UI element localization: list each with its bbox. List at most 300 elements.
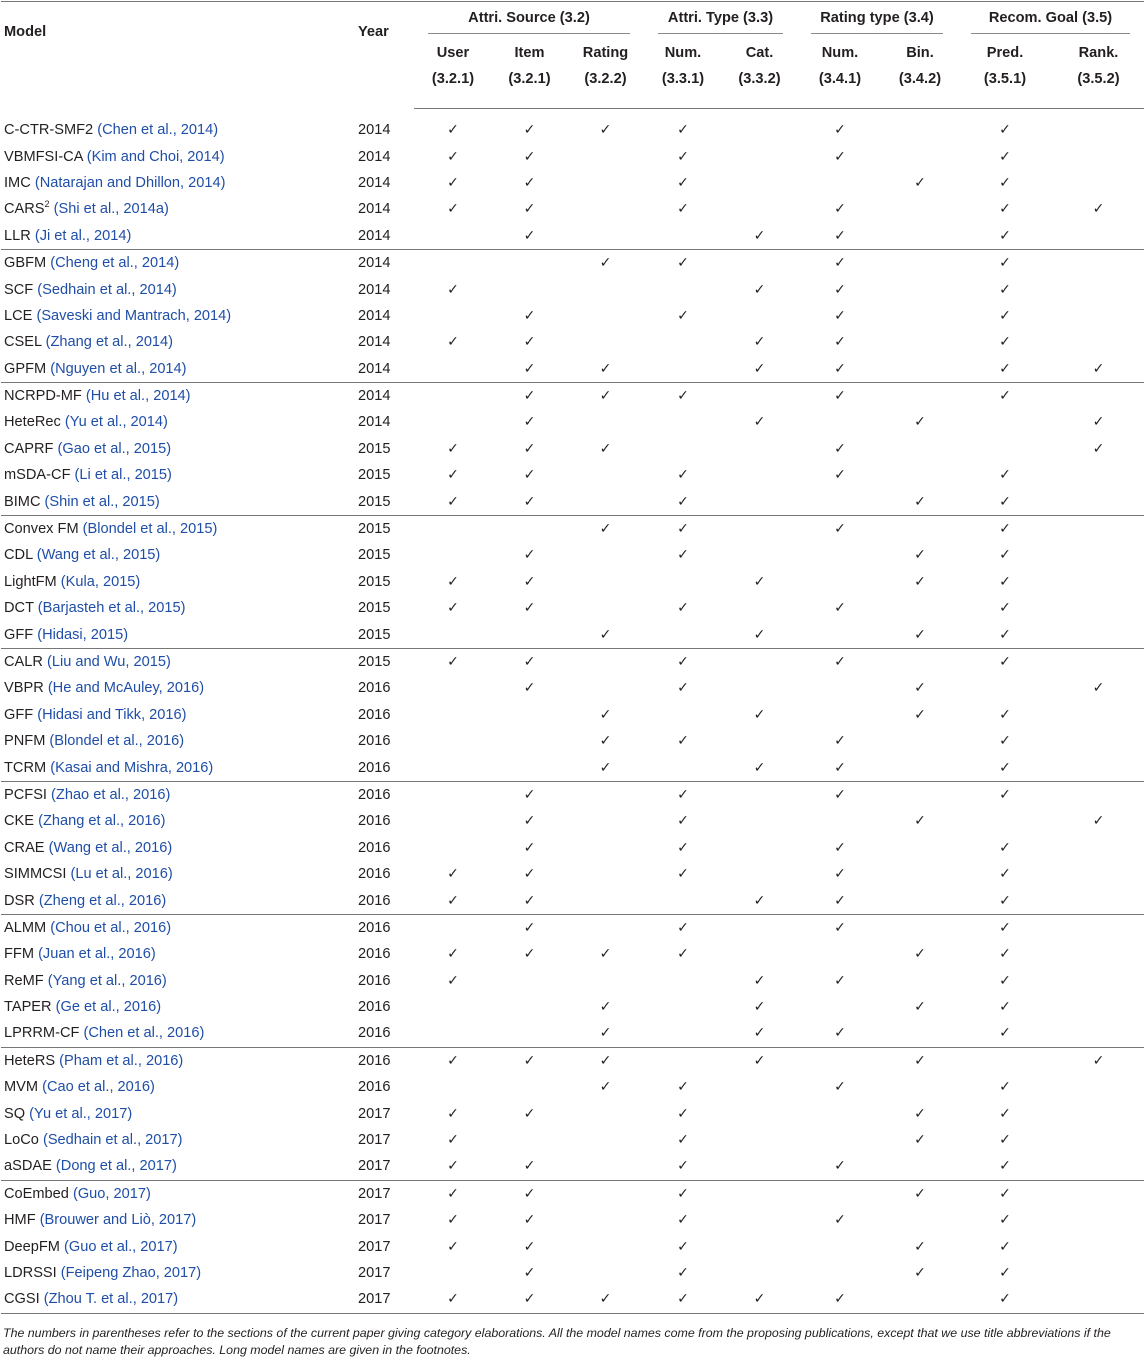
subheader-cell — [492, 34, 567, 109]
model-name: CDL — [4, 547, 33, 564]
empty-cell — [1053, 994, 1144, 1020]
empty-cell — [722, 436, 797, 462]
citation-link[interactable]: (Blondel et al., 2016) — [49, 733, 185, 750]
table-row — [1, 1153, 1144, 1180]
empty-cell — [1053, 754, 1144, 781]
check-icon: ✓ — [753, 626, 766, 643]
check-icon: ✓ — [753, 999, 766, 1016]
table-row — [1, 728, 1144, 754]
citation-link[interactable]: (Chen et al., 2014) — [97, 121, 219, 138]
table-row — [1, 488, 1144, 515]
check-icon: ✓ — [999, 866, 1011, 883]
group-header-attri-type — [644, 2, 797, 35]
year-cell: 2014 — [358, 414, 391, 431]
model-name: ALMM — [4, 919, 47, 936]
empty-cell — [1053, 1153, 1144, 1180]
subheader-cell — [797, 34, 883, 109]
year-cell: 2016 — [358, 680, 391, 697]
check-icon: ✓ — [999, 1264, 1011, 1281]
subheader-cell — [567, 34, 644, 109]
subheader-section: (3.3.2) — [738, 71, 781, 87]
check-icon: ✓ — [414, 1047, 492, 1074]
subheader-cell — [1053, 34, 1144, 109]
year-cell: 2016 — [358, 972, 391, 989]
empty-cell — [722, 648, 797, 675]
check-icon: ✓ — [999, 547, 1011, 564]
citation-link[interactable]: (Kim and Choi, 2014) — [86, 148, 225, 165]
check-icon: ✓ — [414, 648, 492, 675]
check-icon: ✓ — [599, 946, 612, 963]
check-icon: ✓ — [753, 972, 766, 989]
check-icon: ✓ — [677, 1105, 689, 1122]
check-icon: ✓ — [753, 1025, 766, 1042]
year-cell: 2016 — [358, 1079, 391, 1096]
citation-link[interactable]: (Kasai and Mishra, 2016) — [50, 759, 214, 776]
model-name: DeepFM — [4, 1238, 60, 1255]
empty-cell — [883, 648, 957, 675]
check-icon: ✓ — [644, 382, 722, 409]
table-row — [1, 1020, 1144, 1047]
empty-cell — [722, 109, 797, 144]
citation-link[interactable]: (Liu and Wu, 2015) — [47, 654, 171, 670]
empty-cell — [492, 249, 567, 276]
empty-cell — [1053, 569, 1144, 595]
empty-cell — [414, 702, 492, 728]
empty-cell — [1053, 861, 1144, 887]
model-cell — [1, 1233, 346, 1259]
model-name: CGSI — [4, 1291, 40, 1308]
check-icon: ✓ — [414, 1180, 492, 1207]
year-cell: 2014 — [346, 249, 414, 276]
table-row — [1, 621, 1144, 648]
check-icon: ✓ — [447, 334, 459, 351]
empty-cell — [883, 835, 957, 861]
empty-cell — [722, 515, 797, 542]
group-header-rating-type — [797, 2, 957, 35]
empty-cell — [567, 808, 644, 834]
year-cell: 2015 — [358, 547, 391, 564]
model-name: PNFM — [4, 733, 46, 750]
citation-link[interactable]: (Chen et al., 2016) — [83, 1025, 205, 1042]
citation-link[interactable]: (Li et al., 2015) — [74, 467, 172, 484]
check-icon: ✓ — [677, 733, 689, 750]
empty-cell — [567, 887, 644, 914]
empty-cell — [722, 941, 797, 967]
check-icon: ✓ — [523, 946, 536, 963]
check-icon: ✓ — [753, 573, 766, 590]
empty-cell — [883, 436, 957, 462]
check-icon: ✓ — [447, 493, 459, 510]
check-icon: ✓ — [677, 813, 689, 830]
citation-link[interactable]: (Yang et al., 2016) — [47, 972, 167, 989]
empty-cell — [722, 1207, 797, 1233]
empty-cell — [1053, 143, 1144, 169]
check-icon: ✓ — [447, 1212, 459, 1229]
check-icon: ✓ — [834, 307, 846, 324]
comparison-table — [1, 1, 1144, 1314]
empty-cell — [722, 249, 797, 276]
citation-link[interactable]: (Zhang et al., 2016) — [38, 813, 166, 830]
citation-link[interactable]: (Gao et al., 2015) — [57, 440, 172, 457]
citation-link[interactable]: (Zheng et al., 2016) — [38, 892, 167, 909]
year-cell: 2017 — [358, 1105, 391, 1122]
table-row — [1, 702, 1144, 728]
citation-link[interactable]: (Hidasi and Tikk, 2016) — [37, 706, 187, 723]
empty-cell — [797, 1260, 883, 1286]
empty-cell — [492, 702, 567, 728]
model-cell — [1, 941, 346, 967]
check-icon: ✓ — [677, 1132, 689, 1149]
table-row — [1, 515, 1144, 542]
model-name: ReMF — [4, 972, 44, 989]
model-name: VBMFSI-CA — [4, 148, 83, 165]
empty-cell — [492, 728, 567, 754]
year-cell: 2017 — [346, 1180, 414, 1207]
group-label: Attri. Type (3.3) — [667, 10, 774, 26]
subheader-section: (3.4.2) — [898, 71, 942, 87]
check-icon: ✓ — [1092, 201, 1105, 218]
check-icon: ✓ — [797, 382, 883, 409]
citation-link[interactable]: (Yu et al., 2017) — [29, 1105, 133, 1122]
table-row — [1, 1100, 1144, 1126]
table-row — [1, 754, 1144, 781]
model-name: TAPER — [4, 999, 52, 1016]
empty-cell — [883, 329, 957, 355]
model-name: DCT — [4, 600, 34, 617]
empty-cell — [1053, 1020, 1144, 1047]
model-cell — [1, 143, 346, 169]
empty-cell — [644, 409, 722, 435]
citation-link[interactable]: (Guo, 2017) — [72, 1185, 151, 1202]
check-icon: ✓ — [914, 1238, 926, 1255]
footnote-marker: 2 — [44, 199, 50, 210]
year-cell: 2016 — [358, 706, 391, 723]
empty-cell — [567, 781, 644, 808]
check-icon: ✓ — [834, 839, 846, 856]
empty-cell — [644, 1020, 722, 1047]
check-icon: ✓ — [999, 972, 1011, 989]
citation-link[interactable]: (Pham et al., 2016) — [59, 1052, 184, 1069]
empty-cell — [414, 914, 492, 941]
citation-link[interactable]: (Shi et al., 2014a) — [53, 201, 169, 218]
empty-cell — [1053, 1286, 1144, 1313]
empty-cell — [797, 569, 883, 595]
check-icon: ✓ — [914, 946, 926, 963]
model-name: LDRSSI — [4, 1264, 57, 1281]
citation-link[interactable]: (Cheng et al., 2014) — [50, 255, 180, 272]
empty-cell — [883, 754, 957, 781]
citation-link[interactable]: (Zhou T. et al., 2017) — [43, 1291, 179, 1308]
empty-cell — [644, 968, 722, 994]
check-icon: ✓ — [599, 706, 612, 723]
check-icon: ✓ — [914, 414, 926, 431]
empty-cell — [414, 808, 492, 834]
check-icon: ✓ — [753, 360, 766, 377]
year-cell: 2014 — [346, 382, 414, 409]
empty-cell — [722, 595, 797, 621]
empty-cell — [644, 754, 722, 781]
citation-link[interactable]: (He and McAuley, 2016) — [47, 680, 205, 697]
empty-cell — [644, 1047, 722, 1074]
empty-cell — [883, 968, 957, 994]
model-name: HeteRS — [4, 1052, 56, 1069]
citation-link[interactable]: (Hu et al., 2014) — [85, 388, 191, 405]
table-row — [1, 276, 1144, 302]
citation-link[interactable]: (Nguyen et al., 2014) — [50, 360, 187, 377]
empty-cell — [883, 914, 957, 941]
empty-cell — [957, 1047, 1053, 1074]
model-name: GPFM — [4, 360, 47, 377]
check-icon: ✓ — [644, 648, 722, 675]
model-name: GFF — [4, 706, 34, 723]
model-cell — [1, 595, 346, 621]
check-icon: ✓ — [523, 839, 536, 856]
model-cell — [1, 754, 346, 781]
check-icon: ✓ — [677, 1264, 689, 1281]
citation-link[interactable]: (Lu et al., 2016) — [70, 866, 173, 883]
citation-link[interactable]: (Natarajan and Dhillon, 2014) — [34, 174, 226, 191]
check-icon: ✓ — [567, 249, 644, 276]
empty-cell — [414, 249, 492, 276]
check-icon: ✓ — [957, 914, 1053, 941]
check-icon: ✓ — [677, 1238, 689, 1255]
check-icon: ✓ — [523, 573, 536, 590]
citation-link[interactable]: (Sedhain et al., 2017) — [42, 1132, 183, 1149]
check-icon: ✓ — [447, 1105, 459, 1122]
empty-cell — [883, 861, 957, 887]
model-cell — [1, 728, 346, 754]
empty-cell — [883, 143, 957, 169]
table-row — [1, 595, 1144, 621]
model-cell — [1, 1260, 346, 1286]
year-cell: 2016 — [346, 914, 414, 941]
check-icon: ✓ — [447, 122, 459, 139]
empty-cell — [567, 648, 644, 675]
year-cell: 2016 — [358, 999, 391, 1016]
empty-cell — [797, 1100, 883, 1126]
citation-link[interactable]: (Zhang et al., 2014) — [45, 334, 174, 351]
check-icon: ✓ — [1092, 680, 1105, 697]
model-cell — [1, 1047, 346, 1074]
empty-cell — [797, 488, 883, 515]
empty-cell — [1053, 303, 1144, 329]
empty-cell — [722, 728, 797, 754]
table-row — [1, 223, 1144, 250]
check-icon: ✓ — [677, 547, 689, 564]
model-name: LPRRM-CF — [4, 1025, 80, 1042]
table-row — [1, 196, 1144, 222]
model-name: HeteRec — [4, 414, 61, 431]
empty-cell — [644, 702, 722, 728]
check-icon: ✓ — [834, 201, 846, 218]
check-icon: ✓ — [834, 360, 846, 377]
empty-cell — [414, 409, 492, 435]
subheader-section: (3.4.1) — [818, 71, 862, 87]
citation-link[interactable]: (Juan et al., 2016) — [38, 946, 156, 963]
table-row — [1, 436, 1144, 462]
table-row — [1, 968, 1144, 994]
year-cell: 2014 — [358, 360, 391, 377]
empty-cell — [1053, 648, 1144, 675]
empty-cell — [414, 754, 492, 781]
table-row — [1, 569, 1144, 595]
check-icon: ✓ — [523, 866, 536, 883]
empty-cell — [883, 223, 957, 250]
empty-cell — [797, 170, 883, 196]
empty-cell — [1053, 1207, 1144, 1233]
year-cell: 2016 — [358, 946, 391, 963]
citation-link[interactable]: (Hidasi, 2015) — [37, 626, 129, 643]
empty-cell — [722, 462, 797, 488]
citation-link[interactable]: (Ge et al., 2016) — [55, 999, 162, 1016]
empty-cell — [492, 621, 567, 648]
empty-cell — [1053, 914, 1144, 941]
year-cell: 2016 — [358, 866, 391, 883]
citation-link[interactable]: (Barjasteh et al., 2015) — [37, 600, 186, 617]
empty-cell — [567, 488, 644, 515]
citation-link[interactable]: (Ji et al., 2014) — [34, 227, 132, 244]
empty-cell — [567, 1260, 644, 1286]
empty-cell — [797, 542, 883, 568]
check-icon: ✓ — [834, 866, 846, 883]
model-name: CoEmbed — [4, 1185, 69, 1202]
check-icon: ✓ — [447, 281, 459, 298]
empty-cell — [567, 675, 644, 701]
table-row — [1, 109, 1144, 144]
citation-link[interactable]: (Chou et al., 2016) — [50, 919, 172, 936]
subheader-cell — [883, 34, 957, 109]
empty-cell — [567, 595, 644, 621]
empty-cell — [957, 808, 1053, 834]
group-label: Rating type (3.4) — [820, 10, 934, 26]
citation-link[interactable]: (Zhao et al., 2016) — [51, 786, 171, 803]
subheader-section: (3.2.2) — [584, 71, 627, 87]
empty-cell — [567, 968, 644, 994]
check-icon: ✓ — [447, 866, 459, 883]
table-row — [1, 356, 1144, 383]
subheader-section: (3.5.1) — [983, 71, 1027, 87]
model-cell — [1, 861, 346, 887]
year-cell: 2017 — [358, 1132, 391, 1149]
check-icon: ✓ — [447, 573, 459, 590]
citation-link[interactable]: (Yu et al., 2014) — [64, 414, 168, 431]
check-icon: ✓ — [523, 600, 536, 617]
check-icon: ✓ — [999, 1025, 1011, 1042]
citation-link[interactable]: (Shin et al., 2015) — [44, 493, 160, 510]
check-icon: ✓ — [957, 1286, 1053, 1313]
empty-cell — [1053, 249, 1144, 276]
empty-cell — [722, 1074, 797, 1100]
table-row — [1, 941, 1144, 967]
citation-link[interactable]: (Feipeng Zhao, 2017) — [60, 1264, 202, 1281]
check-icon: ✓ — [957, 515, 1053, 542]
table-row — [1, 1286, 1144, 1313]
citation-link[interactable]: (Guo et al., 2017) — [64, 1238, 178, 1255]
year-cell: 2015 — [346, 648, 414, 675]
check-icon: ✓ — [834, 892, 846, 909]
model-header: Model — [4, 24, 47, 40]
check-icon: ✓ — [447, 946, 459, 963]
year-cell: 2014 — [358, 307, 391, 324]
check-icon: ✓ — [957, 648, 1053, 675]
citation-link[interactable]: (Brouwer and Liò, 2017) — [39, 1212, 197, 1229]
check-icon: ✓ — [753, 759, 766, 776]
citation-link[interactable]: (Kula, 2015) — [60, 573, 141, 590]
empty-cell — [492, 1074, 567, 1100]
citation-link[interactable]: (Blondel et al., 2015) — [82, 521, 218, 538]
empty-cell — [1053, 329, 1144, 355]
check-icon: ✓ — [999, 360, 1011, 377]
empty-cell — [722, 835, 797, 861]
citation-link[interactable]: (Saveski and Mantrach, 2014) — [36, 307, 232, 324]
empty-cell — [1053, 1074, 1144, 1100]
check-icon: ✓ — [523, 680, 536, 697]
empty-cell — [797, 675, 883, 701]
year-cell: 2015 — [358, 573, 391, 590]
citation-link[interactable]: (Cao et al., 2016) — [42, 1079, 155, 1096]
year-cell: 2016 — [358, 733, 391, 750]
empty-cell — [414, 728, 492, 754]
citation-link[interactable]: (Dong et al., 2017) — [55, 1158, 177, 1175]
subheader-cell — [957, 34, 1053, 109]
year-cell: 2014 — [358, 281, 391, 298]
empty-cell — [567, 1127, 644, 1153]
table-row — [1, 1074, 1144, 1100]
check-icon: ✓ — [1092, 440, 1105, 457]
model-cell — [1, 914, 346, 941]
empty-cell — [1053, 109, 1144, 144]
check-icon: ✓ — [999, 573, 1011, 590]
empty-cell — [722, 1153, 797, 1180]
check-icon: ✓ — [677, 946, 689, 963]
check-icon: ✓ — [599, 626, 612, 643]
empty-cell — [722, 1100, 797, 1126]
check-icon: ✓ — [957, 781, 1053, 808]
empty-cell — [883, 196, 957, 222]
check-icon: ✓ — [753, 892, 766, 909]
citation-link[interactable]: (Sedhain et al., 2014) — [37, 281, 177, 298]
model-name: TCRM — [4, 759, 47, 776]
empty-cell — [1053, 515, 1144, 542]
empty-cell — [644, 329, 722, 355]
check-icon: ✓ — [834, 759, 846, 776]
empty-cell — [492, 1127, 567, 1153]
check-icon: ✓ — [834, 1025, 846, 1042]
empty-cell — [883, 382, 957, 409]
empty-cell — [797, 994, 883, 1020]
check-icon: ✓ — [999, 1212, 1011, 1229]
empty-cell — [414, 356, 492, 383]
citation-link[interactable]: (Wang et al., 2016) — [48, 839, 173, 856]
check-icon: ✓ — [447, 1132, 459, 1149]
model-name: VBPR — [4, 680, 44, 697]
model-cell — [1, 675, 346, 701]
model-name: LightFM — [4, 573, 57, 590]
check-icon: ✓ — [567, 1286, 644, 1313]
year-cell: 2015 — [358, 626, 391, 643]
check-icon: ✓ — [599, 733, 612, 750]
model-cell — [1, 781, 346, 808]
empty-cell — [722, 1127, 797, 1153]
empty-cell — [1053, 1180, 1144, 1207]
check-icon: ✓ — [914, 999, 926, 1016]
citation-link[interactable]: (Wang et al., 2015) — [36, 547, 161, 564]
table-row — [1, 648, 1144, 675]
check-icon: ✓ — [914, 1105, 926, 1122]
model-cell — [1, 968, 346, 994]
empty-cell — [644, 887, 722, 914]
model-name: GBFM — [4, 255, 47, 272]
